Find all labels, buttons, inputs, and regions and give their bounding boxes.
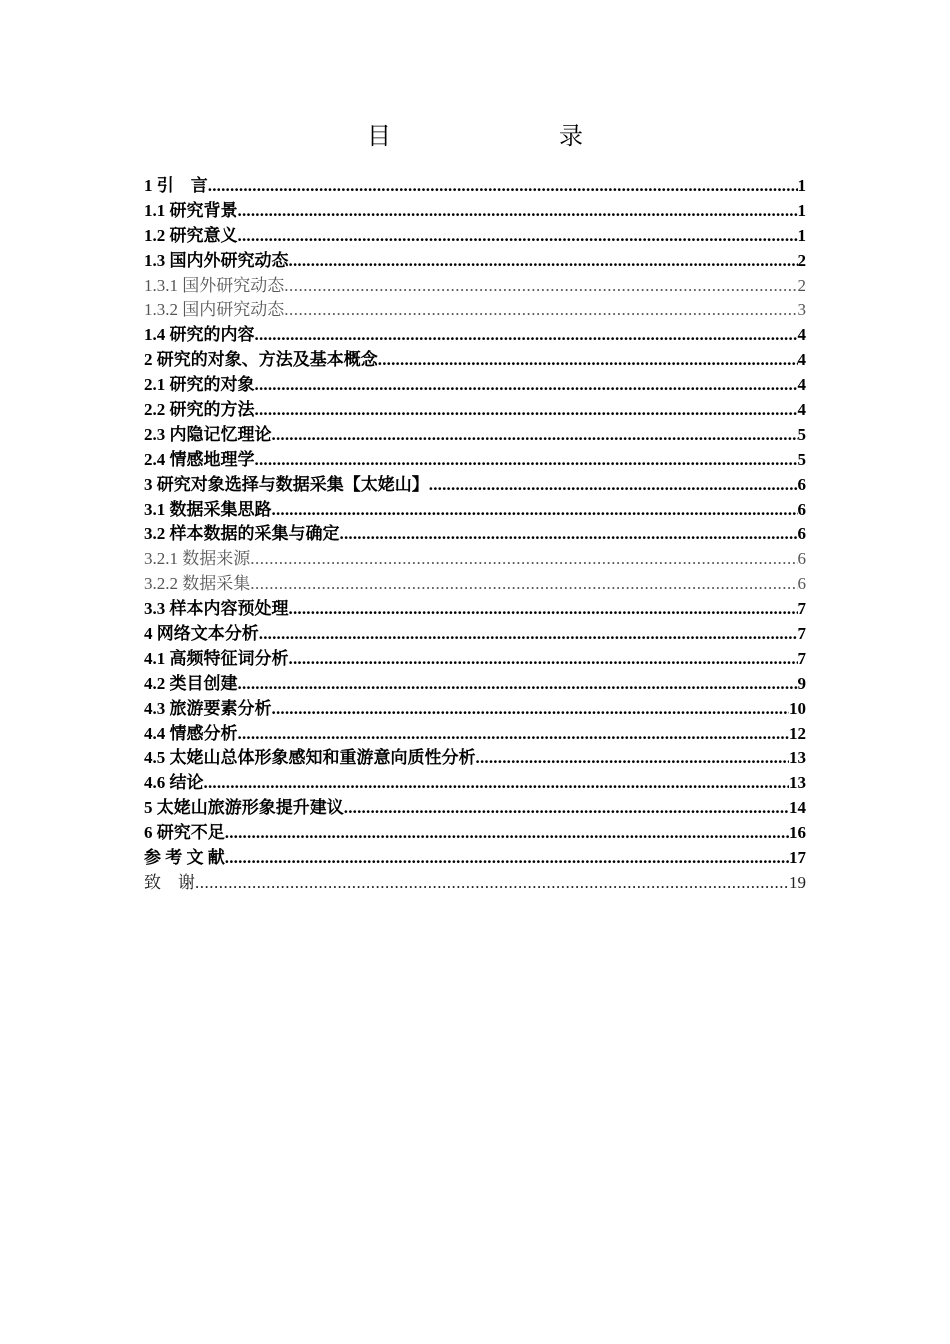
toc-entry-page-number: 7 xyxy=(797,599,806,619)
toc-entry[interactable] xyxy=(144,722,806,747)
toc-entry[interactable] xyxy=(144,274,806,299)
toc-entry[interactable] xyxy=(144,771,806,796)
toc-entry-label: 4.1 高频特征词分析 xyxy=(144,648,289,668)
toc-dot-leader xyxy=(272,498,798,523)
toc-entry-page-number: 4 xyxy=(797,400,806,420)
toc-entry-page-number: 1 xyxy=(797,200,806,220)
toc-dot-leader xyxy=(250,572,797,597)
toc-dot-leader xyxy=(225,821,789,846)
toc-entry-page-number: 4 xyxy=(797,325,806,345)
toc-entry-label: 参 考 文 献 xyxy=(144,848,225,868)
toc-entry-label: 1.2 研究意义 xyxy=(144,225,238,245)
toc-entry-page-number: 17 xyxy=(789,848,806,868)
toc-entry[interactable] xyxy=(144,373,806,398)
toc-entry[interactable] xyxy=(144,398,806,423)
toc-entry-page-number: 6 xyxy=(797,474,806,494)
toc-entry[interactable] xyxy=(144,298,806,323)
toc-entry[interactable] xyxy=(144,572,806,597)
toc-entry-label: 4.5 太姥山总体形象感知和重游意向质性分析 xyxy=(144,748,476,768)
toc-entry[interactable] xyxy=(144,622,806,647)
toc-dot-leader xyxy=(208,174,798,199)
toc-entry-page-number: 13 xyxy=(789,773,806,793)
toc-entry-page-number: 3 xyxy=(797,300,806,320)
toc-entry[interactable] xyxy=(144,672,806,697)
toc-entry-label: 致 谢 xyxy=(144,872,195,892)
toc-entry-page-number: 2 xyxy=(797,275,806,295)
toc-entry[interactable] xyxy=(144,821,806,846)
toc-entry-label: 2 研究的对象、方法及基本概念 xyxy=(144,350,378,370)
toc-entry-page-number: 1 xyxy=(797,176,806,195)
toc-entry-label: 2.2 研究的方法 xyxy=(144,400,255,420)
toc-title: 目 录 xyxy=(367,124,623,150)
toc-entry[interactable] xyxy=(144,473,806,498)
toc-entry[interactable] xyxy=(144,199,806,224)
toc-dot-leader xyxy=(429,473,798,498)
toc-entry[interactable] xyxy=(144,224,806,249)
toc-entry-label: 4.2 类目创建 xyxy=(144,673,238,693)
toc-dot-leader xyxy=(340,522,798,547)
toc-entry[interactable] xyxy=(144,423,806,448)
toc-dot-leader xyxy=(195,871,789,896)
toc-entry-label: 1 引 言 xyxy=(144,176,208,195)
toc-dot-leader xyxy=(284,298,797,323)
toc-entry-label: 1.3.1 国外研究动态 xyxy=(144,275,285,295)
toc-entry-label: 2.4 情感地理学 xyxy=(144,449,255,469)
toc-entry-label: 1.3.2 国内研究动态 xyxy=(144,300,285,320)
toc-entry-label: 3.2 样本数据的采集与确定 xyxy=(144,524,340,544)
toc-entry-label: 2.1 研究的对象 xyxy=(144,375,255,395)
toc-dot-leader xyxy=(284,274,797,299)
toc-dot-leader xyxy=(204,771,790,796)
toc-dot-leader xyxy=(250,547,797,572)
toc-entry-label: 1.1 研究背景 xyxy=(144,200,238,220)
toc-entry-label: 1.4 研究的内容 xyxy=(144,325,255,345)
toc-entry-page-number: 5 xyxy=(797,424,806,444)
toc-dot-leader xyxy=(255,448,798,473)
toc-entry-label: 1.3 国内外研究动态 xyxy=(144,250,289,270)
toc-dot-leader xyxy=(238,722,790,747)
toc-entry[interactable] xyxy=(144,871,806,896)
toc-entry[interactable] xyxy=(144,448,806,473)
toc-entry-label: 2.3 内隐记忆理论 xyxy=(144,424,272,444)
toc-dot-leader xyxy=(225,846,789,871)
toc-entry-page-number: 12 xyxy=(789,723,806,743)
toc-dot-leader xyxy=(476,746,790,771)
toc-entry-page-number: 6 xyxy=(797,499,806,519)
toc-entry-page-number: 6 xyxy=(797,524,806,544)
toc-entry[interactable] xyxy=(144,348,806,373)
toc-dot-leader xyxy=(255,323,798,348)
toc-entry[interactable] xyxy=(144,249,806,274)
toc-entry-label: 3.3 样本内容预处理 xyxy=(144,599,289,619)
toc-dot-leader xyxy=(289,647,798,672)
toc-entry-label: 4.3 旅游要素分析 xyxy=(144,698,272,718)
toc-entry[interactable] xyxy=(144,174,806,199)
toc-dot-leader xyxy=(259,622,798,647)
toc-entry-page-number: 10 xyxy=(789,698,806,718)
toc-entry[interactable] xyxy=(144,547,806,572)
toc-entry-label: 4.6 结论 xyxy=(144,773,204,793)
toc-dot-leader xyxy=(272,423,798,448)
toc-entry[interactable] xyxy=(144,522,806,547)
toc-entry-label: 6 研究不足 xyxy=(144,823,225,843)
toc-dot-leader xyxy=(255,373,798,398)
toc-entry-page-number: 7 xyxy=(797,624,806,644)
toc-entry-page-number: 19 xyxy=(789,872,806,892)
toc-dot-leader xyxy=(378,348,798,373)
toc-entry-page-number: 9 xyxy=(797,673,806,693)
toc-entry-label: 4 网络文本分析 xyxy=(144,624,259,644)
toc-entry-label: 3.1 数据采集思路 xyxy=(144,499,272,519)
toc-dot-leader xyxy=(238,672,798,697)
table-of-contents xyxy=(144,174,806,896)
toc-entry[interactable] xyxy=(144,597,806,622)
toc-entry-page-number: 6 xyxy=(797,549,806,569)
toc-dot-leader xyxy=(272,697,790,722)
toc-entry-page-number: 7 xyxy=(797,648,806,668)
toc-entry[interactable] xyxy=(144,323,806,348)
toc-entry-label: 3 研究对象选择与数据采集【太姥山】 xyxy=(144,474,429,494)
toc-entry-page-number: 5 xyxy=(797,449,806,469)
toc-dot-leader xyxy=(289,597,798,622)
toc-dot-leader xyxy=(255,398,798,423)
toc-entry-page-number: 4 xyxy=(797,350,806,370)
toc-entry-page-number: 1 xyxy=(797,225,806,245)
toc-entry[interactable] xyxy=(144,796,806,821)
toc-entry[interactable] xyxy=(144,746,806,771)
toc-dot-leader xyxy=(344,796,789,821)
toc-entry-page-number: 13 xyxy=(789,748,806,768)
toc-entry-label: 3.2.2 数据采集 xyxy=(144,574,251,594)
toc-entry-page-number: 2 xyxy=(797,250,806,270)
toc-entry-label: 5 太姥山旅游形象提升建议 xyxy=(144,798,344,818)
toc-entry-label: 4.4 情感分析 xyxy=(144,723,238,743)
toc-dot-leader xyxy=(238,199,798,224)
toc-entry-label: 3.2.1 数据来源 xyxy=(144,549,251,569)
toc-dot-leader xyxy=(289,249,798,274)
toc-entry-page-number: 16 xyxy=(789,823,806,843)
toc-entry[interactable] xyxy=(144,697,806,722)
toc-entry[interactable] xyxy=(144,498,806,523)
toc-entry-page-number: 6 xyxy=(797,574,806,594)
toc-entry-page-number: 4 xyxy=(797,375,806,395)
toc-entry[interactable] xyxy=(144,846,806,871)
toc-dot-leader xyxy=(238,224,798,249)
toc-entry[interactable] xyxy=(144,647,806,672)
toc-entry-page-number: 14 xyxy=(789,798,806,818)
